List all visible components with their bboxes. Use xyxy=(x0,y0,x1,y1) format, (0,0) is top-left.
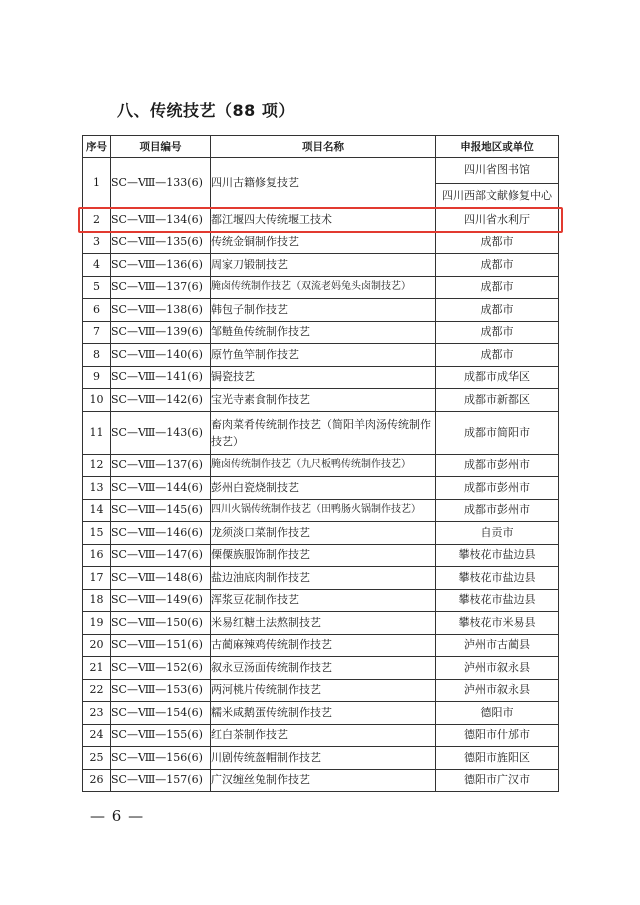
project-code: SC—Ⅷ—138(6) xyxy=(111,299,211,322)
project-name: 宝光寺素食制作技艺 xyxy=(211,389,436,412)
project-name: 盐边油底肉制作技艺 xyxy=(211,567,436,590)
table-row xyxy=(83,411,559,454)
table-row xyxy=(83,567,559,590)
project-code: SC—Ⅷ—151(6) xyxy=(111,634,211,657)
table-row xyxy=(83,254,559,277)
row-number: 20 xyxy=(83,634,111,657)
applicant-region: 四川西部文献修复中心 xyxy=(436,183,559,209)
table-row xyxy=(83,657,559,680)
project-code: SC—Ⅷ—145(6) xyxy=(111,499,211,522)
table-row xyxy=(83,209,559,232)
page-number: — 6 — xyxy=(90,807,145,825)
project-code: SC—Ⅷ—143(6) xyxy=(111,411,211,454)
applicant-region: 成都市彭州市 xyxy=(436,499,559,522)
project-name: 广汉缠丝兔制作技艺 xyxy=(211,769,436,792)
project-code: SC—Ⅷ—156(6) xyxy=(111,747,211,770)
project-name: 糯米咸鹅蛋传统制作技艺 xyxy=(211,702,436,725)
project-name: 米易红糖土法熬制技艺 xyxy=(211,612,436,635)
row-number: 2 xyxy=(83,209,111,232)
applicant-region: 成都市 xyxy=(436,344,559,367)
applicant-region: 成都市 xyxy=(436,231,559,254)
row-number: 15 xyxy=(83,522,111,545)
applicant-region: 自贡市 xyxy=(436,522,559,545)
project-name: 古蔺麻辣鸡传统制作技艺 xyxy=(211,634,436,657)
row-number: 21 xyxy=(83,657,111,680)
project-name: 韩包子制作技艺 xyxy=(211,299,436,322)
project-code: SC—Ⅷ—144(6) xyxy=(111,477,211,500)
applicant-region: 成都市彭州市 xyxy=(436,477,559,500)
table-row xyxy=(83,389,559,412)
table-row xyxy=(83,724,559,747)
row-number: 10 xyxy=(83,389,111,412)
section-title: 八、传统技艺（88 项） xyxy=(117,101,295,120)
table-header-row xyxy=(83,136,559,158)
applicant-region: 成都市新都区 xyxy=(436,389,559,412)
table-row xyxy=(83,477,559,500)
table-row xyxy=(83,612,559,635)
row-number: 11 xyxy=(83,411,111,454)
project-code: SC—Ⅷ—133(6) xyxy=(111,158,211,209)
applicant-region: 泸州市叙永县 xyxy=(436,657,559,680)
project-name: 四川火锅传统制作技艺（田鸭肠火锅制作技艺） xyxy=(211,499,436,522)
project-code: SC—Ⅷ—154(6) xyxy=(111,702,211,725)
table-row xyxy=(83,522,559,545)
project-name: 周家刀锻制技艺 xyxy=(211,254,436,277)
applicant-region: 成都市成华区 xyxy=(436,366,559,389)
project-name: 锔瓷技艺 xyxy=(211,366,436,389)
project-name: 都江堰四大传统堰工技术 xyxy=(211,209,436,232)
row-number: 8 xyxy=(83,344,111,367)
project-code: SC—Ⅷ—146(6) xyxy=(111,522,211,545)
table-row xyxy=(83,634,559,657)
project-code: SC—Ⅷ—139(6) xyxy=(111,321,211,344)
applicant-region: 德阳市什邡市 xyxy=(436,724,559,747)
project-code: SC—Ⅷ—149(6) xyxy=(111,589,211,612)
project-name: 原竹鱼竿制作技艺 xyxy=(211,344,436,367)
applicant-region: 攀枝花市盐边县 xyxy=(436,544,559,567)
row-number: 5 xyxy=(83,276,111,299)
row-number: 18 xyxy=(83,589,111,612)
applicant-region: 成都市简阳市 xyxy=(436,411,559,454)
project-name: 两河桃片传统制作技艺 xyxy=(211,679,436,702)
applicant-region: 德阳市 xyxy=(436,702,559,725)
applicant-region: 德阳市广汉市 xyxy=(436,769,559,792)
project-code: SC—Ⅷ—147(6) xyxy=(111,544,211,567)
applicant-region: 攀枝花市盐边县 xyxy=(436,567,559,590)
row-number: 25 xyxy=(83,747,111,770)
project-code: SC—Ⅷ—148(6) xyxy=(111,567,211,590)
row-number: 13 xyxy=(83,477,111,500)
project-name: 川剧传统盔帽制作技艺 xyxy=(211,747,436,770)
row-number: 9 xyxy=(83,366,111,389)
header-region: 申报地区或单位 xyxy=(436,136,559,158)
table-row xyxy=(83,299,559,322)
applicant-region: 德阳市旌阳区 xyxy=(436,747,559,770)
project-code: SC—Ⅷ—150(6) xyxy=(111,612,211,635)
project-code: SC—Ⅷ—141(6) xyxy=(111,366,211,389)
header-name: 项目名称 xyxy=(211,136,436,158)
table-row xyxy=(83,747,559,770)
project-name: 叙永豆汤面传统制作技艺 xyxy=(211,657,436,680)
table-row xyxy=(83,544,559,567)
project-name: 邹鲢鱼传统制作技艺 xyxy=(211,321,436,344)
row-number: 7 xyxy=(83,321,111,344)
applicant-region: 攀枝花市米易县 xyxy=(436,612,559,635)
row-number: 3 xyxy=(83,231,111,254)
project-code: SC—Ⅷ—137(6) xyxy=(111,454,211,477)
table-row xyxy=(83,499,559,522)
project-name: 龙须淡口菜制作技艺 xyxy=(211,522,436,545)
project-code: SC—Ⅷ—135(6) xyxy=(111,231,211,254)
row-number: 19 xyxy=(83,612,111,635)
header-code: 项目编号 xyxy=(111,136,211,158)
table-row xyxy=(83,366,559,389)
project-code: SC—Ⅷ—140(6) xyxy=(111,344,211,367)
project-code: SC—Ⅷ—142(6) xyxy=(111,389,211,412)
applicant-region: 成都市 xyxy=(436,254,559,277)
project-code: SC—Ⅷ—155(6) xyxy=(111,724,211,747)
row-number: 1 xyxy=(83,158,111,209)
project-name: 畜肉菜肴传统制作技艺（简阳羊肉汤传统制作技艺） xyxy=(211,411,436,454)
header-no: 序号 xyxy=(83,136,111,158)
table-row xyxy=(83,344,559,367)
applicant-region: 四川省水利厅 xyxy=(436,209,559,232)
table-row xyxy=(83,769,559,792)
row-number: 14 xyxy=(83,499,111,522)
table-row xyxy=(83,679,559,702)
row-number: 4 xyxy=(83,254,111,277)
row-number: 12 xyxy=(83,454,111,477)
table-body xyxy=(83,158,559,792)
row-number: 16 xyxy=(83,544,111,567)
project-code: SC—Ⅷ—153(6) xyxy=(111,679,211,702)
project-code: SC—Ⅷ—137(6) xyxy=(111,276,211,299)
applicant-region: 四川省图书馆 xyxy=(436,158,559,184)
row-number: 17 xyxy=(83,567,111,590)
table-row xyxy=(83,702,559,725)
applicant-region: 泸州市叙永县 xyxy=(436,679,559,702)
applicant-region: 成都市 xyxy=(436,321,559,344)
row-number: 22 xyxy=(83,679,111,702)
table-row xyxy=(83,231,559,254)
table-row xyxy=(83,158,559,184)
project-name: 彭州白瓷烧制技艺 xyxy=(211,477,436,500)
row-number: 26 xyxy=(83,769,111,792)
table-row xyxy=(83,589,559,612)
project-name: 传统金铜制作技艺 xyxy=(211,231,436,254)
project-code: SC—Ⅷ—134(6) xyxy=(111,209,211,232)
project-code: SC—Ⅷ—152(6) xyxy=(111,657,211,680)
project-code: SC—Ⅷ—136(6) xyxy=(111,254,211,277)
row-number: 23 xyxy=(83,702,111,725)
table-row xyxy=(83,276,559,299)
table-row xyxy=(83,454,559,477)
project-name: 红白茶制作技艺 xyxy=(211,724,436,747)
applicant-region: 成都市 xyxy=(436,299,559,322)
row-number: 6 xyxy=(83,299,111,322)
applicant-region: 成都市 xyxy=(436,276,559,299)
heritage-items-table xyxy=(82,135,559,792)
applicant-region: 攀枝花市盐边县 xyxy=(436,589,559,612)
project-code: SC—Ⅷ—157(6) xyxy=(111,769,211,792)
project-name: 四川古籍修复技艺 xyxy=(211,158,436,209)
project-name: 傈僳族服饰制作技艺 xyxy=(211,544,436,567)
project-name: 腌卤传统制作技艺（双流老妈兔头卤制技艺） xyxy=(211,276,436,299)
applicant-region: 成都市彭州市 xyxy=(436,454,559,477)
project-name: 腌卤传统制作技艺（九尺板鸭传统制作技艺） xyxy=(211,454,436,477)
applicant-region: 泸州市古蔺县 xyxy=(436,634,559,657)
project-name: 浑浆豆花制作技艺 xyxy=(211,589,436,612)
row-number: 24 xyxy=(83,724,111,747)
table-row xyxy=(83,321,559,344)
